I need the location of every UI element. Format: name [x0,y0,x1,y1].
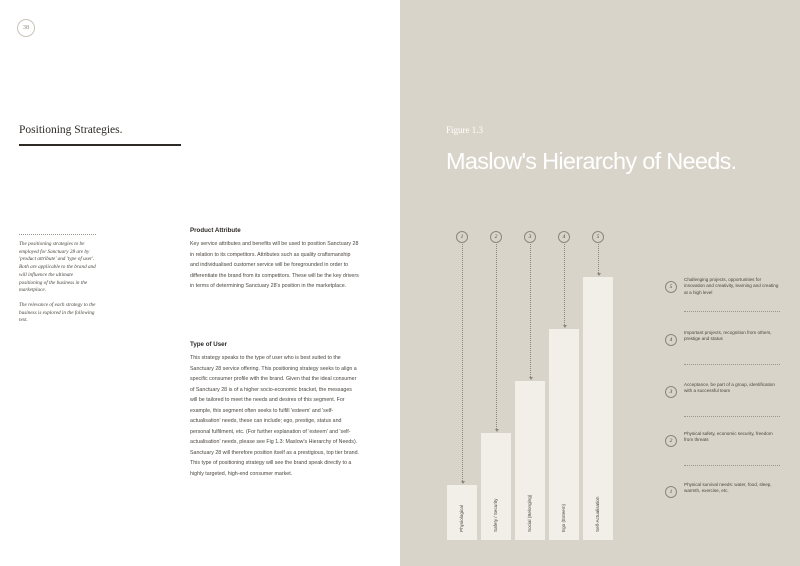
hierarchy-bar [583,277,613,540]
bar-label: Self-Actualisation [595,496,600,532]
product-attribute-text: Key service attributes and benefits will be used to position Sanctuary 28 in relation to its competitors. Attributes such as quality craftsmanship and individualised customer service will be foregrounded in order to differentiate the brand from its competitors. These will be the key drivers in terms of determining Sanctuary 28's position in the marketplace. [190,241,359,289]
bar-label: Social (Belonging) [527,494,532,532]
bar-number-circle: 3 [524,231,536,243]
bar-number-circle: 4 [558,231,570,243]
type-of-user-text: This strategy speaks to the type of user who is best suited to the Sanctuary 28 service offering. This positioning strategy seeks to align a specific consumer profile with the brand. Given that the ideal consumer of Sanctuary 28 is of a higher socio-economic bracket, the messages will be tailored to meet the needs and desires of this segment. For example, this segment often seeks to fulfill 'esteem' and 'self-actualisation' needs, these can include; ego, prestige, status and personal fulfilment, etc. (For further explanation of 'esteem' and 'self-actualisation' needs, please see Fig 1.3: Maslow's Hierarchy of Needs). Sanctuary 28 will therefore position itself as a prestigious, top tier brand. This type of positioning strategy will see the brand speak directly to a highly targeted, high-end consumer market. [190,355,360,477]
bar-label: Ego (Esteem) [561,503,566,532]
bar-guide-line [496,244,497,429]
bar-label: Physiological [459,505,464,532]
figure-label: Figure 1.3 [446,125,483,135]
level-number-circle: 2 [665,435,677,447]
hierarchy-bar [549,329,579,540]
bar-guide-arrow [597,273,601,276]
bar-guide-line [564,244,565,325]
hierarchy-bar [481,433,511,540]
level-description: Important projects, recognition from others, prestige and status [684,330,772,342]
bar-guide-line [530,244,531,377]
level-description: Challenging projects, opportunities for innovation and creativity, learning and creating at a high level [684,277,779,295]
bar-guide-line [462,244,463,481]
hierarchy-bar [515,381,545,540]
level-divider [684,311,780,312]
level-description: Physical safety, economic security, freedom from threats [684,431,773,443]
level-number-circle: 5 [665,281,677,293]
bar-label: Safety / Security [493,498,498,532]
level-description: Acceptance, be part of a group, identification with a successful team [684,382,775,394]
bar-guide-arrow [563,325,567,328]
type-of-user-heading: Type of User [190,341,228,348]
hierarchy-bar [447,485,477,540]
level-number-circle: 3 [665,386,677,398]
bar-number-circle: 5 [592,231,604,243]
title-rule [19,144,181,146]
level-number-circle: 4 [665,334,677,346]
side-note [19,241,97,332]
page-number: 38 [17,19,35,37]
level-divider [684,465,780,466]
level-description: Physical survival needs: water, food, sleep, warmth, exercise, etc. [684,482,772,494]
bar-guide-arrow [495,429,499,432]
figure-title: Maslow's Hierarchy of Needs. [446,148,737,174]
type-of-user-body [190,353,360,479]
level-number-circle: 1 [665,486,677,498]
side-note-paragraph: The positioning strategies to be employed for Sanctuary 28 are by 'product attribute' and 'type of user'. Both are applicable to the brand and will influence the ultimate positioning of the business in the marketplace. [19,241,96,294]
side-note-paragraph: The relevance of each strategy to the business is explored in the following text. [19,301,96,324]
bar-number-circle: 1 [456,231,468,243]
bar-number-circle: 2 [490,231,502,243]
product-attribute-body [190,239,360,292]
section-title: Positioning Strategies. [19,124,123,136]
side-note-rule [19,234,96,235]
product-attribute-heading: Product Attribute [190,227,241,234]
level-divider [684,364,780,365]
level-divider [684,416,780,417]
bar-guide-line [598,244,599,273]
bar-guide-arrow [529,377,533,380]
